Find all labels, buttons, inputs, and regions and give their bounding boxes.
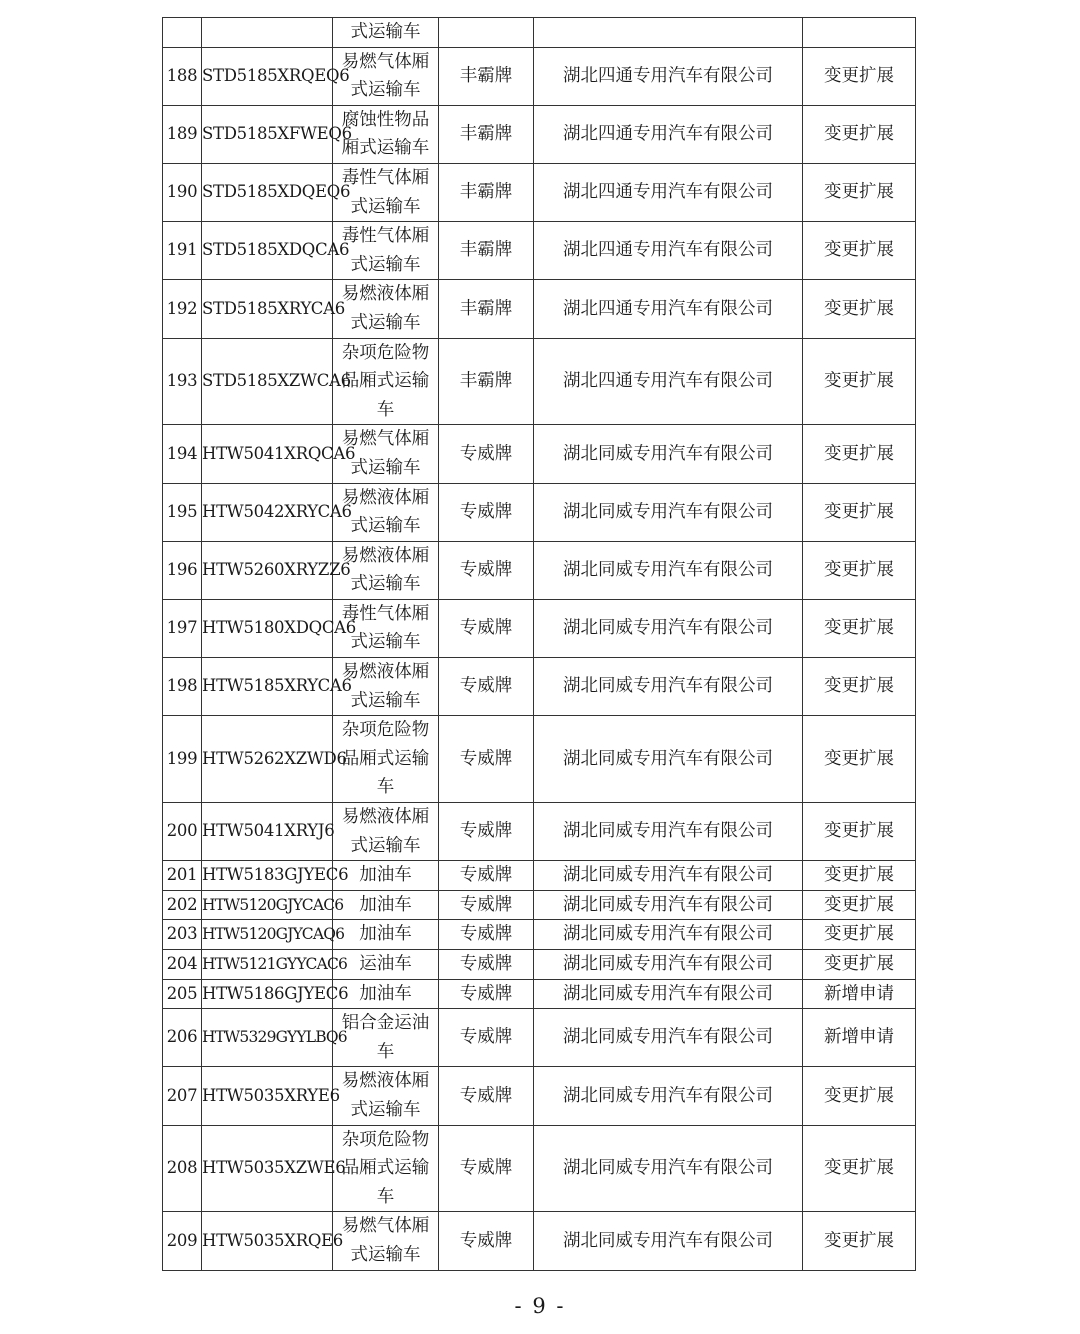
row-number-cell: 207 xyxy=(163,1067,202,1125)
vehicle-model-cell: STD5185XZWCA6 xyxy=(202,338,333,425)
product-name-text: 毒性气体厢式运输车 xyxy=(341,603,430,653)
vehicle-model-cell: HTW5121GYYCAC6 xyxy=(202,950,333,980)
product-name-text: 易燃气体厢式运输车 xyxy=(341,1216,430,1265)
application-type-cell: 变更扩展 xyxy=(803,163,916,221)
brand-cell: 丰霸牌 xyxy=(439,163,534,221)
product-name-cell xyxy=(333,1212,439,1270)
row-number-cell: 190 xyxy=(163,163,202,221)
application-type-cell: 变更扩展 xyxy=(803,47,916,105)
brand-cell: 专威牌 xyxy=(439,950,534,980)
application-type-cell: 变更扩展 xyxy=(803,105,916,163)
vehicle-model-cell: HTW5186GJYEC6 xyxy=(202,979,333,1009)
product-name-text: 加油车 xyxy=(359,924,412,945)
brand-cell: 专威牌 xyxy=(439,920,534,950)
application-type-cell: 新增申请 xyxy=(803,979,916,1009)
manufacturer-cell: 湖北同威专用汽车有限公司 xyxy=(534,1067,803,1125)
product-name-text: 杂项危险物品厢式运输车 xyxy=(341,720,430,798)
product-name-text: 杂项危险物品厢式运输车 xyxy=(341,342,430,420)
brand-cell: 丰霸牌 xyxy=(439,222,534,280)
vehicle-model-cell: HTW5120GJYCAQ6 xyxy=(202,920,333,950)
product-name-text: 加油车 xyxy=(359,894,412,915)
application-type-cell: 变更扩展 xyxy=(803,950,916,980)
manufacturer-cell: 湖北同威专用汽车有限公司 xyxy=(534,658,803,716)
brand-cell: 专威牌 xyxy=(439,425,534,483)
brand-cell: 专威牌 xyxy=(439,1009,534,1067)
vehicle-model-cell: HTW5042XRYCA6 xyxy=(202,483,333,541)
product-name-cell xyxy=(333,1125,439,1212)
product-name-text: 式运输车 xyxy=(350,22,421,42)
table-row xyxy=(163,47,916,105)
manufacturer-cell: 湖北四通专用汽车有限公司 xyxy=(534,280,803,338)
vehicle-model-cell: STD5185XDQEQ6 xyxy=(202,163,333,221)
product-name-cell xyxy=(333,920,439,950)
row-number-cell: 206 xyxy=(163,1009,202,1067)
row-number-cell: 209 xyxy=(163,1212,202,1270)
manufacturer-cell: 湖北四通专用汽车有限公司 xyxy=(534,222,803,280)
product-name-text: 毒性气体厢式运输车 xyxy=(341,167,430,217)
application-type-cell: 变更扩展 xyxy=(803,425,916,483)
manufacturer-cell: 湖北同威专用汽车有限公司 xyxy=(534,890,803,920)
table-row xyxy=(163,18,916,48)
application-type-cell: 变更扩展 xyxy=(803,861,916,891)
vehicle-model-cell: STD5185XRQEQ6 xyxy=(202,47,333,105)
row-number-cell: 197 xyxy=(163,599,202,657)
table-row xyxy=(163,950,916,980)
manufacturer-cell: 湖北同威专用汽车有限公司 xyxy=(534,803,803,861)
product-name-cell xyxy=(333,890,439,920)
table-row xyxy=(163,483,916,541)
table-row xyxy=(163,425,916,483)
product-name-text: 易燃液体厢式运输车 xyxy=(341,487,430,537)
product-name-cell xyxy=(333,18,439,48)
manufacturer-cell: 湖北同威专用汽车有限公司 xyxy=(534,1212,803,1270)
product-name-cell xyxy=(333,1067,439,1125)
product-name-cell xyxy=(333,105,439,163)
application-type-cell: 新增申请 xyxy=(803,1009,916,1067)
product-name-cell xyxy=(333,803,439,861)
application-type-cell: 变更扩展 xyxy=(803,890,916,920)
application-type-cell xyxy=(803,18,916,48)
product-name-cell xyxy=(333,861,439,891)
vehicle-model-cell: HTW5041XRQCA6 xyxy=(202,425,333,483)
vehicle-model-cell: STD5185XRYCA6 xyxy=(202,280,333,338)
product-name-text: 毒性气体厢式运输车 xyxy=(341,226,430,275)
vehicle-model-cell: HTW5185XRYCA6 xyxy=(202,658,333,716)
product-name-text: 杂项危险物品厢式运输车 xyxy=(341,1129,430,1207)
brand-cell: 专威牌 xyxy=(439,979,534,1009)
row-number-cell: 208 xyxy=(163,1125,202,1212)
brand-cell: 专威牌 xyxy=(439,599,534,657)
vehicle-model-cell: HTW5035XRQE6 xyxy=(202,1212,333,1270)
row-number-cell: 198 xyxy=(163,658,202,716)
table-body xyxy=(163,18,916,1271)
manufacturer-cell: 湖北四通专用汽车有限公司 xyxy=(534,163,803,221)
manufacturer-cell: 湖北四通专用汽车有限公司 xyxy=(534,47,803,105)
manufacturer-cell: 湖北四通专用汽车有限公司 xyxy=(534,105,803,163)
product-name-cell xyxy=(333,338,439,425)
table-row xyxy=(163,222,916,280)
table-row xyxy=(163,716,916,803)
brand-cell: 专威牌 xyxy=(439,1067,534,1125)
table-row xyxy=(163,920,916,950)
product-name-text: 运油车 xyxy=(359,954,412,974)
product-name-cell xyxy=(333,280,439,338)
brand-cell: 丰霸牌 xyxy=(439,338,534,425)
manufacturer-cell: 湖北同威专用汽车有限公司 xyxy=(534,920,803,950)
row-number-cell: 201 xyxy=(163,861,202,891)
manufacturer-cell: 湖北同威专用汽车有限公司 xyxy=(534,425,803,483)
table-row xyxy=(163,280,916,338)
product-name-text: 易燃液体厢式运输车 xyxy=(341,807,430,856)
brand-cell xyxy=(439,18,534,48)
row-number-cell: 191 xyxy=(163,222,202,280)
vehicle-model-cell: HTW5329GYYLBQ6 xyxy=(202,1009,333,1067)
vehicle-model-cell: HTW5035XZWE6 xyxy=(202,1125,333,1212)
application-type-cell: 变更扩展 xyxy=(803,658,916,716)
brand-cell: 专威牌 xyxy=(439,890,534,920)
row-number-cell: 189 xyxy=(163,105,202,163)
vehicle-model-cell: STD5185XDQCA6 xyxy=(202,222,333,280)
table-row xyxy=(163,1067,916,1125)
table-row xyxy=(163,861,916,891)
application-type-cell: 变更扩展 xyxy=(803,1067,916,1125)
manufacturer-cell: 湖北同威专用汽车有限公司 xyxy=(534,1009,803,1067)
table-row xyxy=(163,105,916,163)
vehicle-catalog-table xyxy=(162,17,916,1271)
brand-cell: 专威牌 xyxy=(439,541,534,599)
vehicle-model-cell: HTW5035XRYE6 xyxy=(202,1067,333,1125)
manufacturer-cell: 湖北同威专用汽车有限公司 xyxy=(534,979,803,1009)
manufacturer-cell xyxy=(534,18,803,48)
brand-cell: 专威牌 xyxy=(439,803,534,861)
row-number-cell: 194 xyxy=(163,425,202,483)
manufacturer-cell: 湖北同威专用汽车有限公司 xyxy=(534,483,803,541)
product-name-text: 易燃液体厢式运输车 xyxy=(341,1071,430,1120)
product-name-cell xyxy=(333,950,439,980)
row-number-cell: 192 xyxy=(163,280,202,338)
table-row xyxy=(163,1212,916,1270)
product-name-text: 易燃液体厢式运输车 xyxy=(341,662,430,711)
product-name-cell xyxy=(333,979,439,1009)
product-name-text: 腐蚀性物品厢式运输车 xyxy=(341,109,430,159)
application-type-cell: 变更扩展 xyxy=(803,1212,916,1270)
vehicle-model-cell: HTW5262XZWD6 xyxy=(202,716,333,803)
row-number-cell: 200 xyxy=(163,803,202,861)
brand-cell: 专威牌 xyxy=(439,1212,534,1270)
application-type-cell: 变更扩展 xyxy=(803,222,916,280)
row-number-cell: 199 xyxy=(163,716,202,803)
manufacturer-cell: 湖北同威专用汽车有限公司 xyxy=(534,1125,803,1212)
brand-cell: 专威牌 xyxy=(439,483,534,541)
vehicle-model-cell xyxy=(202,18,333,48)
row-number-cell: 195 xyxy=(163,483,202,541)
page-number: - 9 - xyxy=(514,1294,566,1318)
product-name-text: 易燃气体厢式运输车 xyxy=(341,51,430,101)
application-type-cell: 变更扩展 xyxy=(803,716,916,803)
vehicle-model-cell: HTW5041XRYJ6 xyxy=(202,803,333,861)
row-number-cell: 204 xyxy=(163,950,202,980)
brand-cell: 丰霸牌 xyxy=(439,280,534,338)
table-row xyxy=(163,1009,916,1067)
table-row xyxy=(163,163,916,221)
application-type-cell: 变更扩展 xyxy=(803,483,916,541)
application-type-cell: 变更扩展 xyxy=(803,803,916,861)
row-number-cell: 202 xyxy=(163,890,202,920)
vehicle-model-cell: HTW5120GJYCAC6 xyxy=(202,890,333,920)
row-number-cell: 193 xyxy=(163,338,202,425)
table-row xyxy=(163,658,916,716)
manufacturer-cell: 湖北同威专用汽车有限公司 xyxy=(534,541,803,599)
brand-cell: 专威牌 xyxy=(439,658,534,716)
row-number-cell: 203 xyxy=(163,920,202,950)
row-number-cell: 205 xyxy=(163,979,202,1009)
product-name-text: 易燃液体厢式运输车 xyxy=(341,545,430,595)
brand-cell: 专威牌 xyxy=(439,716,534,803)
table-row xyxy=(163,599,916,657)
table-row xyxy=(163,541,916,599)
vehicle-model-cell: HTW5260XRYZZ6 xyxy=(202,541,333,599)
table-row xyxy=(163,979,916,1009)
table-row xyxy=(163,803,916,861)
table-row xyxy=(163,1125,916,1212)
manufacturer-cell: 湖北四通专用汽车有限公司 xyxy=(534,338,803,425)
application-type-cell: 变更扩展 xyxy=(803,599,916,657)
application-type-cell: 变更扩展 xyxy=(803,280,916,338)
table-row xyxy=(163,890,916,920)
vehicle-model-cell: HTW5180XDQCA6 xyxy=(202,599,333,657)
brand-cell: 专威牌 xyxy=(439,1125,534,1212)
application-type-cell: 变更扩展 xyxy=(803,338,916,425)
table-row xyxy=(163,338,916,425)
product-name-text: 加油车 xyxy=(359,983,412,1004)
product-name-cell xyxy=(333,1009,439,1067)
manufacturer-cell: 湖北同威专用汽车有限公司 xyxy=(534,861,803,891)
row-number-cell: 196 xyxy=(163,541,202,599)
application-type-cell: 变更扩展 xyxy=(803,541,916,599)
product-name-text: 易燃液体厢式运输车 xyxy=(341,284,430,333)
manufacturer-cell: 湖北同威专用汽车有限公司 xyxy=(534,599,803,657)
manufacturer-cell: 湖北同威专用汽车有限公司 xyxy=(534,950,803,980)
row-number-cell: 188 xyxy=(163,47,202,105)
brand-cell: 专威牌 xyxy=(439,861,534,891)
product-name-text: 铝合金运油车 xyxy=(341,1013,430,1062)
product-name-text: 易燃气体厢式运输车 xyxy=(341,429,430,478)
application-type-cell: 变更扩展 xyxy=(803,1125,916,1212)
vehicle-model-cell: HTW5183GJYEC6 xyxy=(202,861,333,891)
application-type-cell: 变更扩展 xyxy=(803,920,916,950)
brand-cell: 丰霸牌 xyxy=(439,47,534,105)
product-name-text: 加油车 xyxy=(359,865,412,886)
row-number-cell xyxy=(163,18,202,48)
product-name-cell xyxy=(333,716,439,803)
brand-cell: 丰霸牌 xyxy=(439,105,534,163)
manufacturer-cell: 湖北同威专用汽车有限公司 xyxy=(534,716,803,803)
vehicle-model-cell: STD5185XFWEQ6 xyxy=(202,105,333,163)
